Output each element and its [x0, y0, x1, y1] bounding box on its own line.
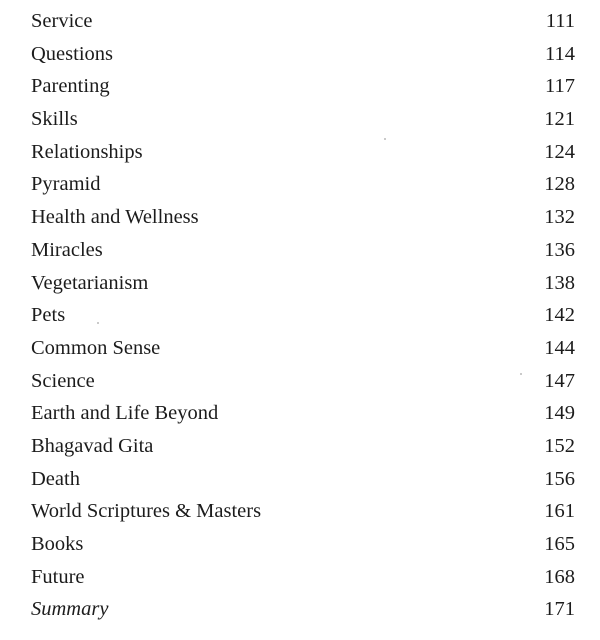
toc-entry-title: Earth and Life Beyond — [31, 402, 219, 425]
toc-entry-page-number: 147 — [544, 369, 575, 392]
toc-entry-pyramid — [31, 168, 575, 201]
toc-entry-summary — [31, 593, 575, 626]
toc-entry-world-scriptures-and-masters — [31, 495, 575, 528]
toc-entry-page-number: 165 — [544, 533, 575, 555]
toc-entry-page-number: 149 — [544, 402, 575, 425]
toc-entry-common-sense — [31, 332, 575, 365]
toc-entry-relationships — [31, 136, 575, 169]
toc-entry-title: Death — [31, 467, 80, 490]
toc-entry-questions — [31, 38, 575, 71]
toc-entry-page-number: 128 — [544, 173, 575, 196]
toc-entry-page-number: 161 — [544, 500, 575, 523]
toc-entry-pets — [31, 299, 575, 332]
toc-entry-title: Relationships — [31, 140, 143, 163]
toc-entry-title: Skills — [31, 108, 78, 131]
toc-entry-title: Miracles — [31, 238, 103, 261]
toc-entry-title: Bhagavad Gita — [31, 434, 154, 457]
scan-speck — [520, 373, 522, 375]
toc-entry-title: Books — [31, 533, 84, 555]
toc-entry-title: Questions — [31, 42, 113, 65]
toc-entry-page-number: 142 — [544, 304, 575, 327]
toc-entry-title: World Scriptures & Masters — [31, 500, 262, 523]
toc-entry-bhagavad-gita — [31, 430, 575, 463]
toc-entry-death — [31, 463, 575, 496]
toc-entry-title: Science — [31, 369, 95, 392]
toc-entry-science — [31, 365, 575, 398]
toc-entry-title: Summary — [31, 598, 109, 621]
toc-entry-title: Pets — [31, 304, 66, 327]
toc-entry-title: Vegetarianism — [31, 271, 149, 294]
toc-entry-health-and-wellness — [31, 201, 575, 234]
toc-entry-earth-and-life-beyond — [31, 397, 575, 430]
toc-entry-page-number: 111 — [545, 10, 575, 32]
toc-entry-future — [31, 561, 575, 594]
table-of-contents — [31, 5, 575, 626]
toc-entry-service — [31, 5, 575, 38]
toc-entry-miracles — [31, 234, 575, 267]
toc-entry-title: Service — [31, 10, 93, 32]
toc-entry-page-number: 114 — [545, 42, 575, 65]
toc-entry-page-number: 152 — [544, 434, 575, 457]
toc-entry-page-number: 171 — [544, 598, 575, 621]
toc-entry-page-number: 132 — [544, 206, 575, 229]
toc-entry-title: Health and Wellness — [31, 206, 199, 229]
toc-entry-skills — [31, 103, 575, 136]
toc-entry-vegetarianism — [31, 267, 575, 300]
scan-speck — [384, 138, 386, 140]
toc-entry-title: Parenting — [31, 75, 110, 98]
toc-entry-page-number: 138 — [544, 271, 575, 294]
toc-entry-page-number: 124 — [544, 140, 575, 163]
scan-speck — [97, 322, 99, 324]
toc-entry-page-number: 156 — [544, 467, 575, 490]
toc-entry-title: Future — [31, 565, 85, 588]
toc-entry-page-number: 136 — [544, 238, 575, 261]
toc-entry-books — [31, 528, 575, 561]
toc-entry-title: Pyramid — [31, 173, 101, 196]
toc-entry-title: Common Sense — [31, 336, 161, 359]
toc-entry-page-number: 121 — [544, 108, 575, 131]
toc-entry-page-number: 144 — [544, 336, 575, 359]
toc-entry-parenting — [31, 70, 575, 103]
toc-entry-page-number: 168 — [544, 565, 575, 588]
toc-entry-page-number: 117 — [545, 75, 575, 98]
